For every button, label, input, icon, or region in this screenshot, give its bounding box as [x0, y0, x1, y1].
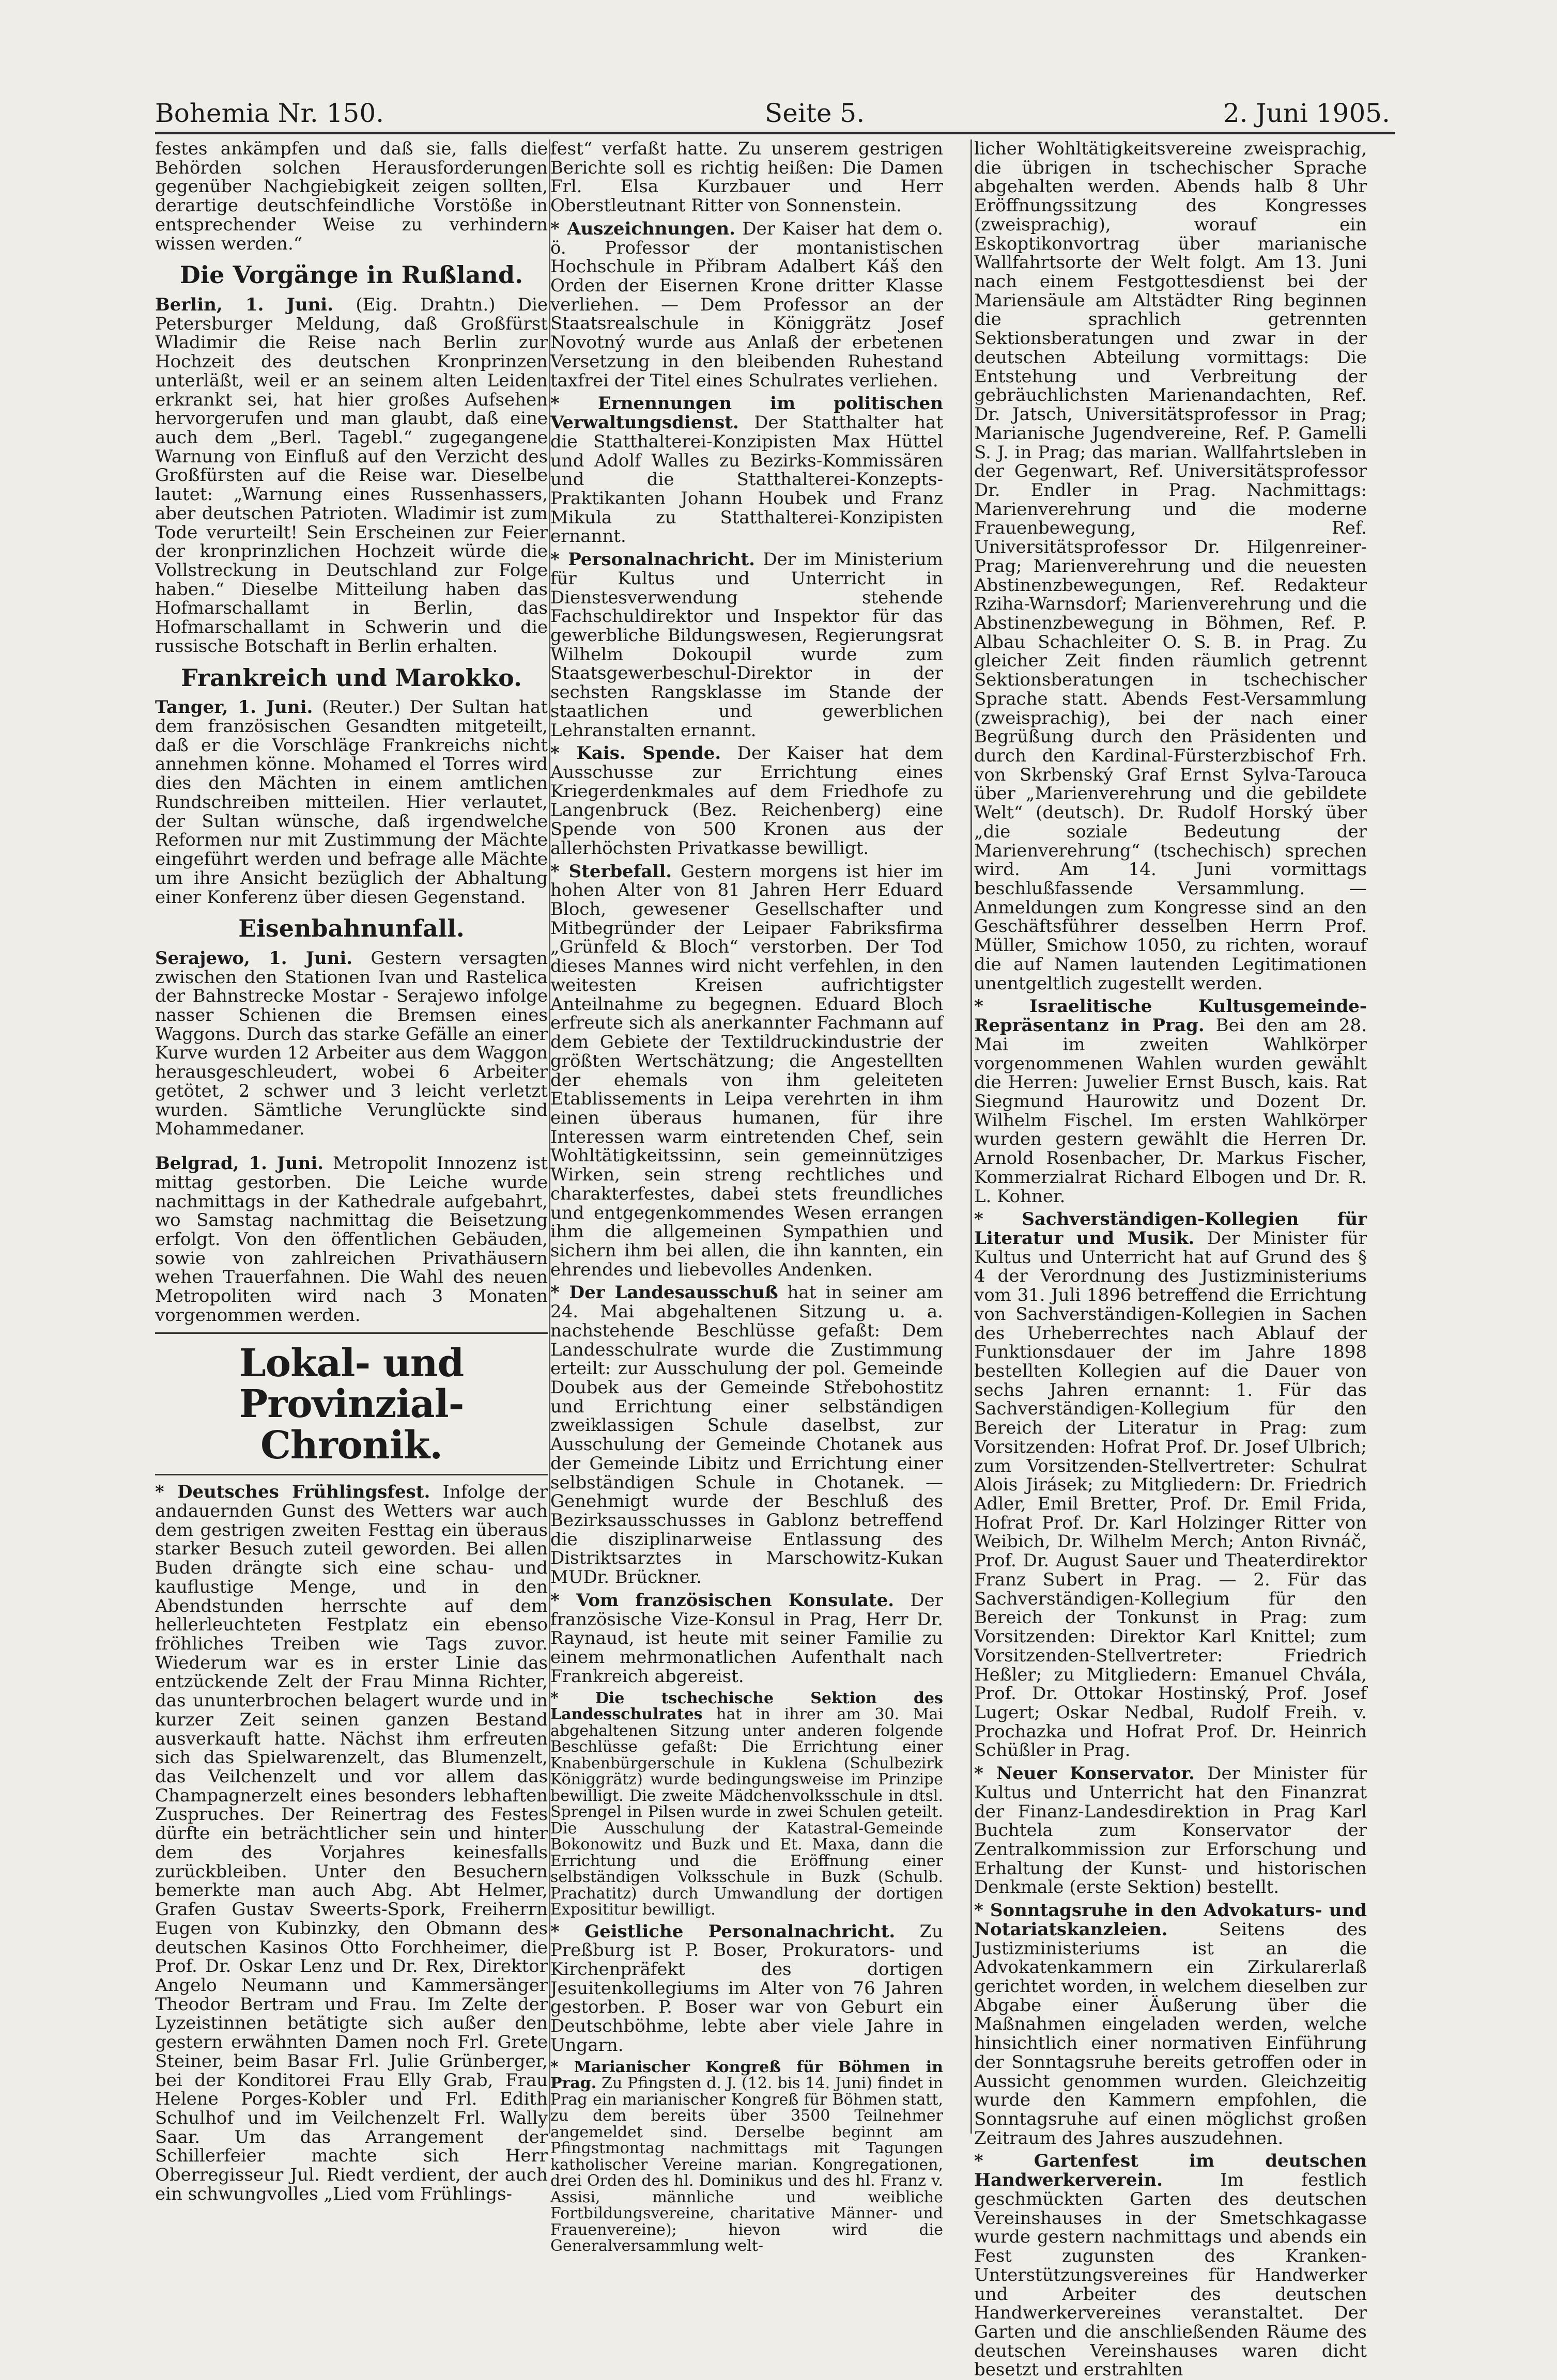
- column-left: [155, 138, 548, 2204]
- article-text: (Reuter.) Der Sultan hat dem französischen Gesandten mitgeteilt, daß er die Vorschläge Frankreichs nicht annehmen könne. Mohamed el Torres wird dies den Mächten in einem amtlichen Rundschreiben mitteilen. Hier verlautet, der Sultan wünsche, daß irgendwelche Reformen nur mit Zustimmung der Mächte eingeführt werden und befrage alle Mächte um ihre Ansicht bezüglich der Abhaltung einer Konferenz über diesen Gegenstand.: [155, 697, 548, 908]
- article: [550, 1591, 943, 1686]
- article: [155, 698, 548, 907]
- article-text: Der Statthalter hat die Statthalterei-Konzipisten Max Hüttel und Adolf Walles zu Bezirks-Kommissären und die Statthalterei-Konzepts-Praktikanten Johann Houbek und Franz Mikula zu Statthalterei-Konzipisten ernannt.: [550, 412, 944, 547]
- article: [974, 1901, 1367, 2148]
- article: [155, 1154, 548, 1325]
- article: [974, 2152, 1367, 2379]
- article: [550, 862, 943, 1280]
- column-rule: [970, 139, 972, 2134]
- article-heading: * Ernennungen im politischen Verwaltungsdienst.: [550, 393, 943, 433]
- article-text: Gestern versagten zwischen den Stationen Ivan und Rastelica der Bahnstrecke Mostar - Serajewo infolge nasser Schienen die Bremsen eines Waggons. Durch das starke Gefälle an einer Kurve wurden 12 Arbeiter aus dem Waggon herausgeschleudert, wobei 6 Arbeiter getötet, 2 schwer und 3 leicht verletzt wurden. Sämtliche Verunglückte sind Mohammedaner.: [155, 947, 548, 1140]
- article-text: Zu Preßburg ist P. Boser, Prokurators- und Kirchenpräfekt des dortigen Jesuitenkollegiums im Alter von 76 Jahren gestorben. P. Boser war von Geburt ein Deutschböhme, lebte aber viele Jahre in Ungarn.: [550, 1921, 944, 2056]
- article-text: Der Kaiser hat dem Ausschusse zur Errichtung eines Kriegerdenkmales auf dem Friedhofe zu Langenbruck (Bez. Reichenberg) eine Spende von 500 Kronen aus der allerhöchsten Privatkasse bewilligt.: [550, 743, 943, 859]
- dateline: Serajewo, 1. Juni.: [155, 947, 353, 969]
- article: [550, 394, 943, 546]
- article-text: Metropolit Innozenz ist mittag gestorben. Die Leiche wurde nachmittags in der Kathedrale aufgebahrt, wo Samstag nachmittag die Beisetzung erfolgt. Von den öffentlichen Gebäuden, sowie von zahlreichen Privathäusern wehen Trauerfahnen. Die Wahl des neuen Metropoliten wird nach 3 Monaten vorgenommen werden.: [155, 1153, 548, 1326]
- article: [155, 1483, 548, 2203]
- article-text: Infolge der andauernden Gunst des Wetters war auch dem gestrigen zweiten Festtag ein überaus starker Besuch zuteil geworden. Bei allen Buden drängte sich eine schau- und kauflustige Menge, und in den Abendstunden herrschte auf dem hellerleuchteten Festplatz ein ebenso fröhliches Treiben wie Tags zuvor. Wiederum war es in erster Linie das entzückende Zelt der Frau Minna Richter, das ununterbrochen belagert wurde und in kurzer Zeit seinen ganzen Bestand ausverkauft hatte. Nächst ihm erfreuten sich das Spielwarenzelt, das Blumenzelt, das Veilchenzelt und vor allem das Champagnerzelt eines besonders lebhaften Zuspruches. Der Reinertrag des Festes dürfte ein beträchtlicher sein und hinter dem des Vorjahres keinesfalls zurückbleiben. Unter den Besuchern bemerkte man auch Abg. Abt Helmer, Grafen Gustav Sweerts-Spork, Freiherrn Eugen von Kubinzky, den Obmann des deutschen Kasinos Otto Forchheimer, die Prof. Dr. Oskar Lenz und Dr. Rex, Direktor Angelo Neumann und Kammersänger Theodor Bertram und Frau. Im Zelte der Lyzeistinnen betätigte sich außer den gestern erwähnten Damen noch Frl. Grete Steiner, beim Basar Frl. Julie Grünberger, bei der Konditorei Frau Elly Grab, Frau Helene Porges-Kobler und Frl. Edith Schulhof und im Veilchenzelt Frl. Wally Saar. Um das Arrangement der Schillerfeier machte sich Herr Oberregisseur Jul. Riedt verdient, der auch ein schwungvolles „Lied vom Frühlings-: [155, 1482, 548, 2204]
- article: [974, 1764, 1367, 1897]
- article-text: Der Minister für Kultus und Unterricht hat auf Grund des § 4 der Verordnung des Justizministeriums vom 31. Juli 1896 betreffend die Errichtung von Sachverständigen-Kollegien in Sachen des Urheberrechtes nach Ablauf der Funktionsdauer der im Jahre 1898 bestellten Kollegien auf die Dauer von sechs Jahren ernannt: 1. Für das Sachverständigen-Kollegium für den Bereich der Literatur in Prag: zum Vorsitzenden: Hofrat Prof. Dr. Josef Ulbrich; zum Vorsitzenden-Stellvertreter: Schulrat Alois Jirásek; zu Mitgliedern: Dr. Friedrich Adler, Emil Bretter, Prof. Dr. Emil Frida, Hofrat Prof. Dr. Karl Holzinger Ritter von Weibich, Dr. Wilhelm Merch; Anton Rivnáč, Prof. Dr. August Sauer und Theaterdirektor Franz Subert in Prag. — 2. Für das Sachverständigen-Kollegium für den Bereich der Tonkunst in Prag: zum Vorsitzenden: Direktor Karl Knittel; zum Vorsitzenden-Stellvertreter: Friedrich Heßler; zu Mitgliedern: Emanuel Chvála, Prof. Dr. Ottokar Hostinský, Prof. Josef Lugert; Oskar Nedbal, Rudolf Freih. v. Prochazka und Hofrat Prof. Dr. Heinrich Schüßler in Prag.: [974, 1227, 1367, 1761]
- article: [550, 2059, 943, 2254]
- article: [550, 744, 943, 858]
- article-heading: * Gartenfest im deutschen Handwerkerverein.: [974, 2151, 1367, 2191]
- article-text: Seitens des Justizministeriums ist an die Advokatenkammern ein Zirkularerlaß gerichtet worden, in welchem dieselben zur Abgabe einer Äußerung über die Maßnahmen eingeladen werden, welche hinsichtlich einer normativen Einführung der Sonntagsruhe bereits getroffen oder in Aussicht genommen wurden. Gleichzeitig wurde den Kammern empfohlen, die Sonntagsruhe auf einen möglichst großen Zeitraum des Jahres auszudehnen.: [974, 1919, 1367, 2149]
- article-heading: * Die tschechische Sektion des Landesschulrates: [550, 1689, 943, 1723]
- dateline: Berlin, 1. Juni.: [155, 294, 334, 315]
- paragraph: festes ankämpfen und daß sie, falls die Behörden solchen Herausforderungen gegenüber Nachgiebigkeit zeigen sollten, derartige deutschfeindliche Vorstöße in entsprechender Weise zu verhindern wissen werden.“: [155, 138, 548, 254]
- article: [550, 1283, 943, 1587]
- article-text: hat in ihrer am 30. Mai abgehaltenen Sitzung unter anderen folgende Beschlüsse gefaßt: Die Errichtung einer Knabenbürgerschule in Kuklena (Schulbezirk Königgrätz) wurde bedingungsweise im Prinzipe bewilligt. Die zweite Mädchenvolksschule in dtsl. Sprengel in Pilsen wurde in zwei Schulen geteilt. Die Ausschulung der Katastral-Gemeinde Bokonowitz und Buzk und Et. Maxa, dann die Errichtung und die Eröffnung einer selbständigen Volksschule in Buzk (Schulb. Prachatitz) durch Umwandlung der dortigen Exposititur bewilligt.: [550, 1705, 943, 1919]
- article-text: Bei den am 28. Mai im zweiten Wahlkörper vorgenommenen Wahlen wurden gewählt die Herren: Juwelier Ernst Busch, kais. Rat Siegmund Haurowitz und Dozent Dr. Wilhelm Fischel. Im ersten Wahlkörper wurden gestern gewählt die Herren Dr. Arnold Rosenbacher, Dr. Markus Fischer, Kommerzialrat Richard Elbogen und Dr. R. L. Kohner.: [974, 1015, 1367, 1207]
- section-heading: Frankreich und Marokko.: [181, 663, 522, 692]
- dateline: Belgrad, 1. Juni.: [155, 1153, 324, 1174]
- column-middle: [550, 138, 944, 2255]
- paragraph: licher Wohltätigkeitsvereine zweisprachig, die übrigen in tschechischer Sprache abgehalten werden. Abends halb 8 Uhr Eröffnungssitzung des Kongresses (zweisprachig), worauf ein Eskoptikonvortrag über marianische Wallfahrtsorte der Welt folgt. Am 13. Juni nach einem Festgottesdienst bei der Mariensäule am Altstädter Ring beginnen die sprachlich getrennten Sektionsberatungen und zwar in der deutschen Abteilung vormittags: Die Entstehung und Verbreitung der gebräuchlichsten Marienandachten, Ref. Dr. Jatsch, Universitätsprofessor in Prag; Marianische Jugendvereine, Ref. P. Gamelli S. J. in Prag; das marian. Wallfahrtsleben in der Gegenwart, Ref. Universitätsprofessor Dr. Endler in Prag. Nachmittags: Marienverehrung und die moderne Frauenbewegung, Ref. Universitätsprofessor Dr. Hilgenreiner-Prag; Marienverehrung und die neuesten Abstinenzbewegungen, Ref. Redakteur Rziha-Warnsdorf; Marienverehrung und die Abstinenzbewegung in Böhmen, Ref. P. Albau Schachleiter O. S. B. in Prag. Zu gleicher Zeit finden räumlich getrennt Sektionsberatungen in tschechischer Sprache statt. Abends Fest-Versammlung (zweisprachig), bei der nach einer Begrüßung durch den Präsidenten und durch den Kardinal-Fürsterzbischof Frh. von Skrbenský Graf Ernst Sylva-Tarouca über „Marienverehrung und die gebildete Welt“ (deutsch). Dr. Rudolf Horský über „die soziale Bedeutung der Marienverehrung“ (tschechisch) sprechen wird. Am 14. Juni vormittags beschlußfassende Versammlung. — Anmeldungen zum Kongresse sind an den Geschäftsführer desselben Herrn Prof. Müller, Smichow 1050, zu richten, worauf die auf Namen lautenden Legitimationen unentgeltlich zugestellt werden.: [974, 138, 1367, 994]
- article-heading: * Kais. Spende.: [550, 743, 721, 764]
- article: [550, 1922, 943, 2055]
- article-text: hat in seiner am 24. Mai abgehaltenen Sitzung u. a. nachstehende Beschlüsse gefaßt: Dem Landesschulrate wurde die Zustimmung erteilt: zur Ausschulung der pol. Gemeinde Doubek aus der Gemeinde Střebohostitz und Errichtung einer selbständigen zweiklassigen Schule daselbst, zur Ausschulung der Gemeinde Chotanek aus der Gemeinde Libitz und Errichtung einer selbständigen Schule in Chotanek. — Genehmigt wurde der Beschluß des Bezirksausschusses in Gablonz betreffend die disziplinarweise Entlassung des Distriktsarztes in Marschowitz-Kukan MUDr. Brückner.: [550, 1282, 944, 1588]
- column-right: [974, 138, 1367, 2380]
- article-text: Gestern morgens ist hier im hohen Alter von 81 Jahren Herr Eduard Bloch, gewesener Gesellschafter und Mitbegründer der Leipaer Fabriksfirma „Grünfeld & Bloch“ verstorben. Der Tod dieses Mannes wird nicht verfehlen, in den weitesten Kreisen aufrichtigster Anteilnahme zu begegnen. Eduard Bloch erfreute sich als anerkannter Fachmann auf dem Gebiete der Textildruckindustrie der größten Wertschätzung; die Angestellten der ehemals von ihm geleiteten Etablissements in Leipa verehrten in ihm einen überaus humanen, für ihre Interessen warm eintretenden Chef, sein Wohltätigkeitssinn, sein gemeinnütziges Wirken, sein streng rechtliches und charakterfestes, dabei stets freundliches und entgegenkommendes Wesen errangen ihm die allgemeinen Sympathien und sichern ihm bei allen, die ihn kannten, ein ehrendes und liebevolles Andenken.: [550, 861, 944, 1280]
- article-text: Der Kaiser hat dem o. ö. Professor der montanistischen Hochschule in Přibram Adalbert Káš den Orden der Eisernen Krone dritter Klasse verliehen. — Dem Professor an der Staatsrealschule in Königgrätz Josef Novotný wurde aus Anlaß der erbetenen Versetzung in den bleibenden Ruhestand taxfrei der Titel eines Schulrates verliehen.: [550, 218, 943, 391]
- article-text: Der französische Vize-Konsul in Prag, Herr Dr. Raynaud, ist heute mit seiner Familie zu einem mehrmonatlichen Aufenthalt nach Frankreich abgereist.: [550, 1590, 943, 1687]
- article-heading: * Personalnachricht.: [550, 549, 755, 570]
- article-heading: * Sterbefall.: [550, 861, 672, 882]
- newspaper-issue: Bohemia Nr. 150.: [155, 98, 384, 128]
- article: [974, 997, 1367, 1206]
- article-heading: * Israelitische Kultusgemeinde-Repräsentanz in Prag.: [974, 996, 1367, 1036]
- article-heading: * Auszeichnungen.: [550, 218, 735, 239]
- article: [974, 1210, 1367, 1760]
- article-heading: * Sonntagsruhe in den Advokaturs- und Notariatskanzleien.: [974, 1900, 1367, 1940]
- article-text: (Eig. Drahtn.) Die Petersburger Meldung, daß Großfürst Wladimir die Reise nach Berlin zur Hochzeit des deutschen Kronprinzen unterläßt, weil er an seinem alten Leiden erkrankt sei, hat hier großes Aufsehen hervorgerufen und man glaubt, daß eine auch dem „Berl. Tagebl.“ zugegangene Warnung von Einfluß auf den Verzicht des Großfürsten auf die Reise war. Dieselbe lautet: „Warnung eines Russenhassers, aber deutschen Patrioten. Wladimir ist zum Tode verurteilt! Sein Erscheinen zur Feier der kronprinzlichen Hochzeit würde die Vollstreckung in Deutschland zur Folge haben.“ Dieselbe Mitteilung haben das Hofmarschallamt in Berlin, das Hofmarschallamt in Schwerin und die russische Botschaft in Berlin erhalten.: [155, 294, 548, 657]
- article: [550, 220, 943, 390]
- section-rule: [155, 1474, 548, 1475]
- page-number: Seite 5.: [765, 98, 865, 128]
- article: [155, 295, 548, 656]
- article-heading: * Marianischer Kongreß für Böhmen in Prag.: [550, 2058, 943, 2093]
- section-rule: [155, 1332, 548, 1334]
- article: [550, 1690, 943, 1918]
- dateline: Tanger, 1. Juni.: [155, 697, 313, 718]
- article-heading: * Vom französischen Konsulate.: [550, 1590, 895, 1611]
- masthead-rule: [155, 132, 1395, 134]
- issue-date: 2. Juni 1905.: [1223, 98, 1390, 128]
- article-heading: * Sachverständigen-Kollegien für Literatur und Musik.: [974, 1209, 1367, 1249]
- article-heading: * Der Landesausschuß: [550, 1282, 778, 1303]
- article-text: Der im Ministerium für Kultus und Unterricht in Dienstesverwendung stehende Fachschuldirektor und Inspektor für das gewerbliche Bildungswesen, Regierungsrat Wilhelm Dokoupil wurde zum Staatsgewerbeschul-Direktor in der sechsten Rangsklasse im Stande der staatlichen und gewerblichen Lehranstalten ernannt.: [550, 549, 944, 741]
- article: [550, 550, 943, 740]
- paragraph: fest“ verfaßt hatte. Zu unserem gestrigen Berichte soll es richtig heißen: Die Damen Frl. Elsa Kurzbauer und Herr Oberstleutnant Ritter von Sonnenstein.: [550, 138, 943, 216]
- section-heading: Die Vorgänge in Rußland.: [179, 261, 523, 289]
- article-text: Zu Pfingsten d. J. (12. bis 14. Juni) findet in Prag ein marianischer Kongreß für Böhmen statt, zu dem bereits über 3500 Teilnehmer angemeldet sind. Derselbe beginnt am Pfingstmontag nachmittags mit Tagungen katholischer Vereine marian. Kongregationen, drei Orden des hl. Dominikus und des hl. Franz v. Assisi, männliche und weibliche Fortbildungsvereine, charitative Männer- und Frauenvereine); hievon wird die Generalversammlung welt-: [550, 2074, 943, 2255]
- article-heading: * Deutsches Frühlingsfest.: [155, 1482, 430, 1503]
- article-text: Im festlich geschmückten Garten des deutschen Vereinshauses in der Smetschkagasse wurde gestern nachmittags und abends ein Fest zugunsten des Kranken-Unterstützungsvereines für Handwerker und Arbeiter des deutschen Handwerkervereines veranstaltet. Der Garten und die anschließenden Räume des deutschen Vereinshauses waren dicht besetzt und erstrahlten: [974, 2170, 1367, 2380]
- article-text: Der Minister für Kultus und Unterricht hat den Finanzrat der Finanz-Landesdirektion in Prag Karl Buchtela zum Konservator der Zentralkommission zur Erforschung und Erhaltung der Kunst- und historischen Denkmale (erste Sektion) bestellt.: [974, 1763, 1367, 1898]
- article-heading: * Neuer Konservator.: [974, 1763, 1195, 1784]
- section-title: Lokal- und Provinzial-Chronik.: [239, 1341, 464, 1468]
- article-heading: * Geistliche Personalnachricht.: [550, 1921, 896, 1942]
- article: [155, 949, 548, 1139]
- section-heading: Eisenbahnunfall.: [238, 914, 465, 943]
